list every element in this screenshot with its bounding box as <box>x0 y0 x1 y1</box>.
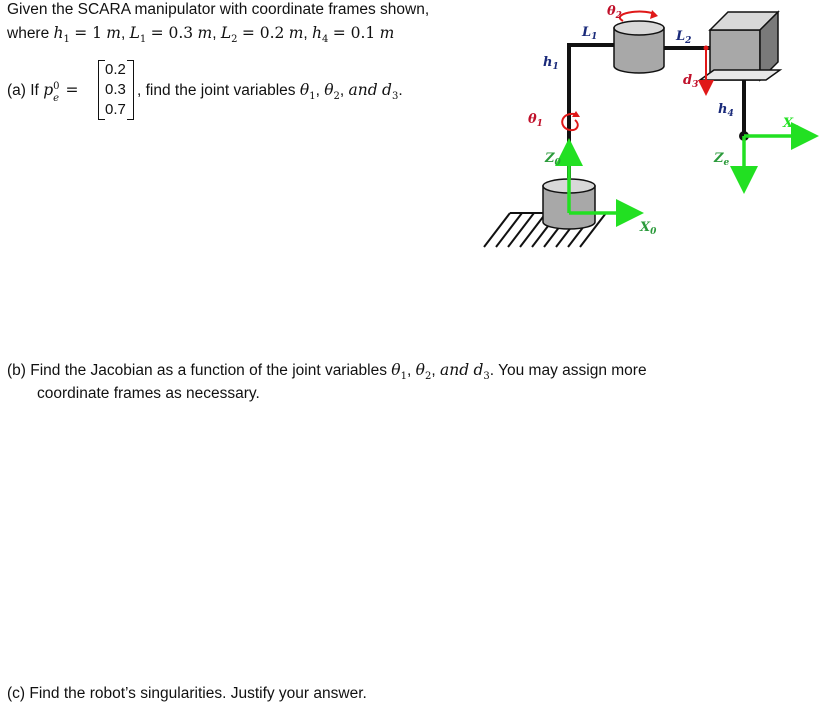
label-d3: $d_3$ <box>683 73 699 90</box>
vector-entry-x: 0.2 <box>105 61 126 78</box>
label-Xe: $X_e$ <box>783 116 799 133</box>
label-Ze: $Z_e$ <box>714 151 730 168</box>
label-h4: $h_4$ <box>718 102 734 119</box>
label-h1: $h_1$ <box>543 55 559 72</box>
part-a-question: , find the joint variables $\theta_1$, $\theta_2$, and $d_3$. <box>137 81 403 103</box>
label-L1: $L_1$ <box>582 25 598 42</box>
theta2-rotation-arrow <box>620 12 655 21</box>
intro-line-2: where $h_1 = 1$ m, $L_1 = 0.3$ m, $L_2 = 0.2$ m, $h_4 = 0.1$ m <box>7 24 395 46</box>
elbow-joint-cylinder <box>614 21 664 73</box>
part-a-prefix: (a) If p 0 e = <box>7 81 79 104</box>
label-X0: $X_0$ <box>640 220 657 237</box>
label-theta1: $\theta_1$ <box>528 112 543 129</box>
part-b-line-1: (b) Find the Jacobian as a function of the joint variables $\theta_1$, $\theta_2$, and $d_3$. You may assign more <box>7 361 647 383</box>
intro-line-1: Given the SCARA manipulator with coordinate frames shown, <box>7 1 430 18</box>
vector-entry-y: 0.3 <box>105 81 126 98</box>
label-L2: $L_2$ <box>676 29 692 46</box>
part-b-line-2: coordinate frames as necessary. <box>37 385 260 402</box>
label-Z0: $Z_0$ <box>545 151 561 168</box>
part-c: (c) Find the robot’s singularities. Justify your answer. <box>7 685 367 702</box>
vector-entry-z: 0.7 <box>105 101 126 118</box>
label-theta2: $\theta_2$ <box>607 4 622 21</box>
cube-base-plate <box>700 70 780 80</box>
